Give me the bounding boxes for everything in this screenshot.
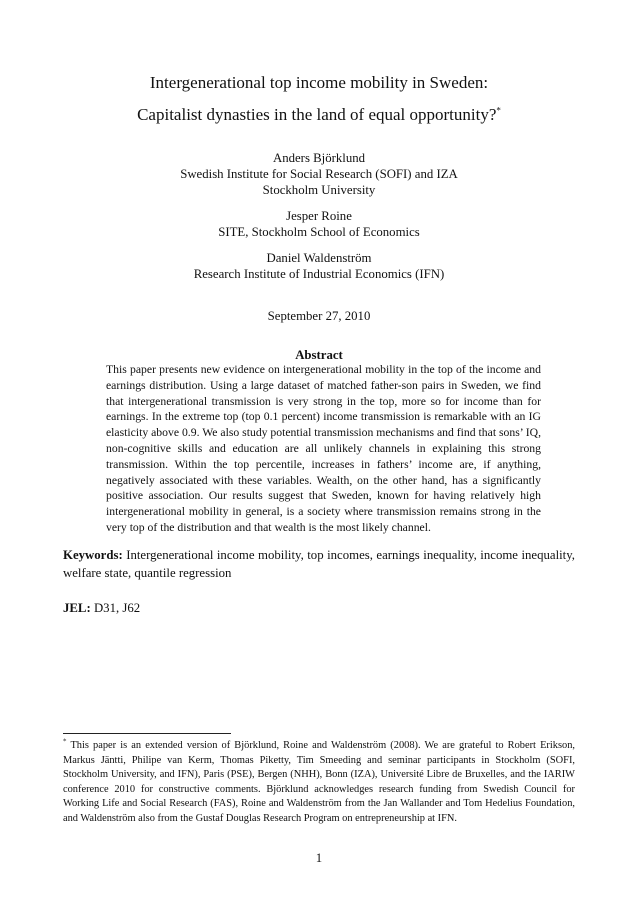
keywords-text: Intergenerational income mobility, top incomes, earnings inequality, income inequality, welfare state, quantile regression [63, 548, 576, 580]
footnote [63, 739, 575, 827]
paper-title-line-2-text: Capitalist dynasties in the land of equal opportunity? [137, 105, 497, 124]
keywords-label: Keywords: [63, 548, 123, 562]
page-number: 1 [315, 851, 323, 865]
author-1 [0, 150, 638, 198]
paper-date: September 27, 2010 [267, 309, 371, 323]
footnote-text: This paper is an extended version of Björklund, Roine and Waldenström (2008). We are grateful to Robert Erikson, Markus Jäntti, Philipe van Kerm, Thomas Piketty, Tim Smeeding and seminar participants in Stockholm (SOFI, Stockholm University, and IFN), Paris (PSE), Bergen (NHH), Bonn (IZA), Université Libre de Bruxelles, and the IARIW conference 2010 for constructive comments. Björklund acknowledges research funding from Swedish Council for Working Life and Social Research (FAS), Roine and Waldenström from the Jan Wallander and Tom Hedelius Foundation, and Waldenström also from the Gustaf Douglas Research Program on entrepreneurship at IFN. [63, 740, 575, 824]
abstract-text: This paper presents new evidence on intergenerational mobility in the top of the income and earnings distribution. Using a large dataset of matched father-son pairs in Sweden, we find that intergenerational transmission is very strong in the top, more so for income than for earnings. In the extreme top (top 0.1 percent) income transmission is remarkable with an IG elasticity above 0.9. We also study potential transmission mechanisms and find that sons’ IQ, non-cognitive skills and education are all unlikely channels in explaining this strong transmission. Within the top percentile, increases in fathers’ income are, if anything, negatively associated with these variables. Wealth, on the other hand, has a significantly positive association. Our results suggest that Sweden, known for having relatively high intergenerational mobility in general, is a society where transmission remains strong in the very top of the distribution and that wealth is the most likely channel. [106, 363, 541, 534]
paper-title-line-2 [0, 105, 638, 125]
author-affiliation: Research Institute of Industrial Economics (IFN) [193, 267, 445, 281]
keywords-paragraph [63, 546, 575, 582]
footnote-divider [63, 733, 231, 734]
author-affiliation: Stockholm University [262, 183, 376, 197]
jel-paragraph [63, 601, 140, 616]
author-name: Jesper Roine [286, 209, 352, 223]
title-footnote-marker: * [496, 105, 501, 116]
jel-label: JEL: [63, 601, 91, 615]
jel-codes: D31, J62 [93, 601, 141, 615]
footnote-marker: * [63, 737, 67, 746]
author-name: Daniel Waldenström [266, 251, 372, 265]
paper-title-line-1: Intergenerational top income mobility in Sweden: [149, 73, 489, 92]
author-affiliation: SITE, Stockholm School of Economics [218, 225, 420, 239]
author-affiliation: Swedish Institute for Social Research (SOFI) and IZA [180, 167, 458, 181]
author-3 [0, 250, 638, 282]
author-name: Anders Björklund [272, 151, 366, 165]
abstract-heading: Abstract [295, 348, 343, 362]
author-2 [0, 208, 638, 240]
